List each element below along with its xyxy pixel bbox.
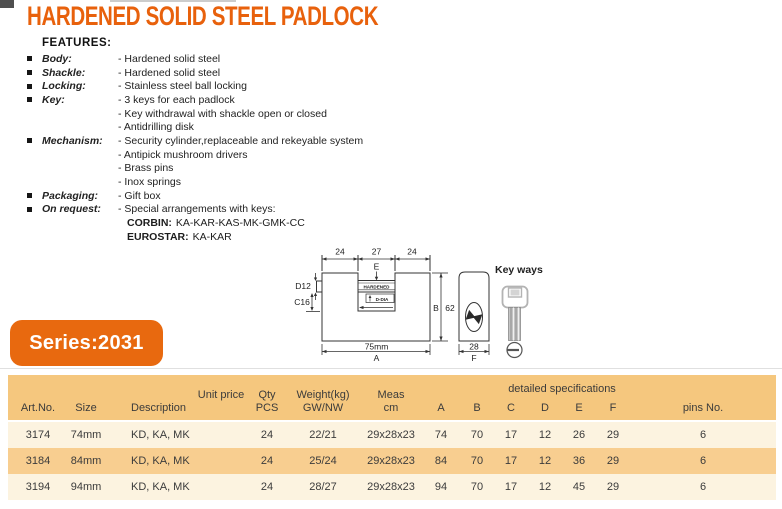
cell-qty: 24	[260, 429, 274, 441]
cell-description: KD, KA, MK	[131, 429, 190, 441]
key-profile-icon	[507, 343, 522, 358]
label-b: B	[433, 303, 439, 313]
feature-row-key-2	[27, 107, 457, 121]
feature-text: - 3 keys for each padlock	[118, 93, 235, 106]
dim-top-mid: 27	[371, 246, 382, 257]
feature-row-mechanism-2	[27, 148, 457, 162]
shackle-hardened-text: HARDENED	[363, 284, 390, 290]
feature-text: - Hardened solid steel	[118, 66, 221, 79]
cell-f: 29	[606, 481, 620, 493]
cell-e: 26	[572, 429, 586, 441]
series-badge-text: Series:2031	[29, 331, 144, 354]
dim-d12: D12	[295, 281, 311, 291]
feature-text: - Special arrangements with keys:	[118, 203, 276, 216]
cell-d: 12	[538, 481, 552, 493]
feature-label: Mechanism:	[42, 134, 103, 147]
cell-description: KD, KA, MK	[131, 455, 190, 467]
feature-text: - Gift box	[118, 189, 161, 202]
col-header-weight: Weight(kg) GW/NW	[296, 389, 350, 414]
feature-label: Locking:	[42, 80, 86, 93]
dim-top-left: 24	[335, 246, 345, 257]
cell-a: 94	[434, 481, 448, 493]
brand-name: EUROSTAR:	[127, 230, 189, 243]
cell-b: 70	[470, 429, 484, 441]
label-f: F	[471, 353, 477, 363]
keyways-label: Key ways	[495, 264, 543, 276]
feature-row-mechanism	[27, 134, 457, 148]
bullet-icon	[27, 84, 32, 89]
col-header-art-no: Art.No.	[20, 401, 56, 414]
feature-row-on-request	[27, 203, 457, 217]
shackle-dia-text: D-DIA	[375, 296, 389, 302]
cell-meas: 29x28x23	[367, 481, 415, 493]
feature-row-mechanism-4	[27, 175, 457, 189]
col-header-size: Size	[75, 401, 97, 414]
cell-a: 84	[434, 455, 448, 467]
col-header-a: A	[437, 401, 445, 414]
col-header-e: E	[575, 401, 583, 414]
cell-c: 17	[504, 455, 518, 467]
feature-text: - Hardened solid steel	[118, 52, 221, 65]
padlock-technical-diagram	[280, 240, 570, 368]
feature-row-mechanism-3	[27, 162, 457, 176]
cell-weight: 25/24	[309, 455, 337, 467]
label-e: E	[373, 261, 380, 272]
feature-row-shackle	[27, 66, 457, 80]
brand-codes: KA-KAR	[192, 230, 232, 243]
cell-f: 29	[606, 455, 620, 467]
cell-unit-price	[194, 474, 248, 500]
series-badge	[10, 320, 163, 366]
feature-row-packaging	[27, 189, 457, 203]
col-header-f: F	[609, 401, 617, 414]
cell-unit-price	[194, 422, 248, 448]
cell-d: 12	[538, 429, 552, 441]
cell-b: 70	[470, 455, 484, 467]
col-header-meas: Meas cm	[377, 389, 405, 414]
cell-qty: 24	[260, 455, 274, 467]
dim-c16: C16	[294, 297, 310, 307]
cell-e: 36	[572, 455, 586, 467]
cell-qty: 24	[260, 481, 274, 493]
bullet-icon	[27, 193, 32, 198]
brand-codes: KA-KAR-KAS-MK-GMK-CC	[175, 217, 305, 230]
col-header-pins: pins No.	[682, 401, 724, 414]
feature-row-locking	[27, 79, 457, 93]
table-row	[8, 420, 776, 448]
cell-size: 74mm	[70, 429, 102, 441]
cell-description: KD, KA, MK	[131, 481, 190, 493]
feature-label: Body:	[42, 52, 72, 65]
bullet-icon	[27, 138, 32, 143]
cell-unit-price	[194, 448, 248, 474]
key-icon	[503, 287, 528, 341]
col-header-c: C	[507, 401, 515, 414]
bullet-icon	[27, 207, 32, 212]
cell-b: 70	[470, 481, 484, 493]
cell-f: 29	[606, 429, 620, 441]
cell-meas: 29x28x23	[367, 429, 415, 441]
scan-artifact-dark	[0, 0, 14, 8]
col-header-unit-price: Unit price	[197, 388, 245, 401]
table-header-row	[8, 375, 776, 420]
dim-75mm: 75mm	[364, 341, 389, 352]
col-header-d: D	[541, 401, 549, 414]
bullet-icon	[27, 97, 32, 102]
cell-c: 17	[504, 429, 518, 441]
feature-label: Shackle:	[42, 66, 86, 79]
bullet-icon	[27, 70, 32, 75]
page-title: HARDENED SOLID STEEL PADLOCK	[27, 1, 379, 31]
feature-text: - Antidrilling disk	[118, 121, 194, 134]
bullet-icon	[27, 56, 32, 61]
cell-c: 17	[504, 481, 518, 493]
cell-pins: 6	[699, 429, 707, 441]
label-a: A	[373, 353, 380, 363]
feature-text: - Inox springs	[118, 176, 182, 189]
feature-row-body	[27, 52, 457, 66]
dim-28: 28	[469, 341, 479, 352]
cell-size: 84mm	[70, 455, 102, 467]
feature-row-key-3	[27, 120, 457, 134]
cell-a: 74	[434, 429, 448, 441]
cell-art-no: 3194	[25, 481, 51, 493]
table-row	[8, 474, 776, 500]
section-divider	[0, 368, 782, 369]
feature-label: On request:	[42, 203, 101, 216]
dim-top-right: 24	[407, 246, 417, 257]
col-header-b: B	[473, 401, 481, 414]
feature-row-key	[27, 93, 457, 107]
dim-b62: 62	[445, 303, 455, 313]
cell-weight: 22/21	[309, 429, 337, 441]
features-list	[27, 52, 457, 244]
feature-text: - Brass pins	[118, 162, 174, 175]
cell-size: 94mm	[70, 481, 102, 493]
cell-meas: 29x28x23	[367, 455, 415, 467]
cell-pins: 6	[699, 455, 707, 467]
feature-text: - Antipick mushroom drivers	[118, 148, 248, 161]
feature-text: - Key withdrawal with shackle open or closed	[118, 107, 327, 120]
cell-d: 12	[538, 455, 552, 467]
table-row	[8, 448, 776, 474]
cell-art-no: 3174	[25, 429, 51, 441]
detailed-specifications-label: detailed specifications	[508, 383, 616, 395]
brand-name: CORBIN:	[127, 217, 172, 230]
col-header-description: Description	[131, 401, 187, 414]
col-header-qty: Qty PCS	[255, 389, 279, 414]
cell-weight: 28/27	[309, 481, 337, 493]
feature-text: - Security cylinder,replaceable and rekeyable system	[118, 134, 364, 147]
features-heading: FEATURES:	[42, 37, 112, 49]
spec-table	[8, 375, 776, 500]
feature-text: - Stainless steel ball locking	[118, 80, 247, 93]
cell-e: 45	[572, 481, 586, 493]
feature-label: Key:	[42, 93, 65, 106]
cell-art-no: 3184	[25, 455, 51, 467]
feature-label: Packaging:	[42, 189, 99, 202]
key-arrangement-corbin	[27, 216, 457, 230]
cell-pins: 6	[699, 481, 707, 493]
